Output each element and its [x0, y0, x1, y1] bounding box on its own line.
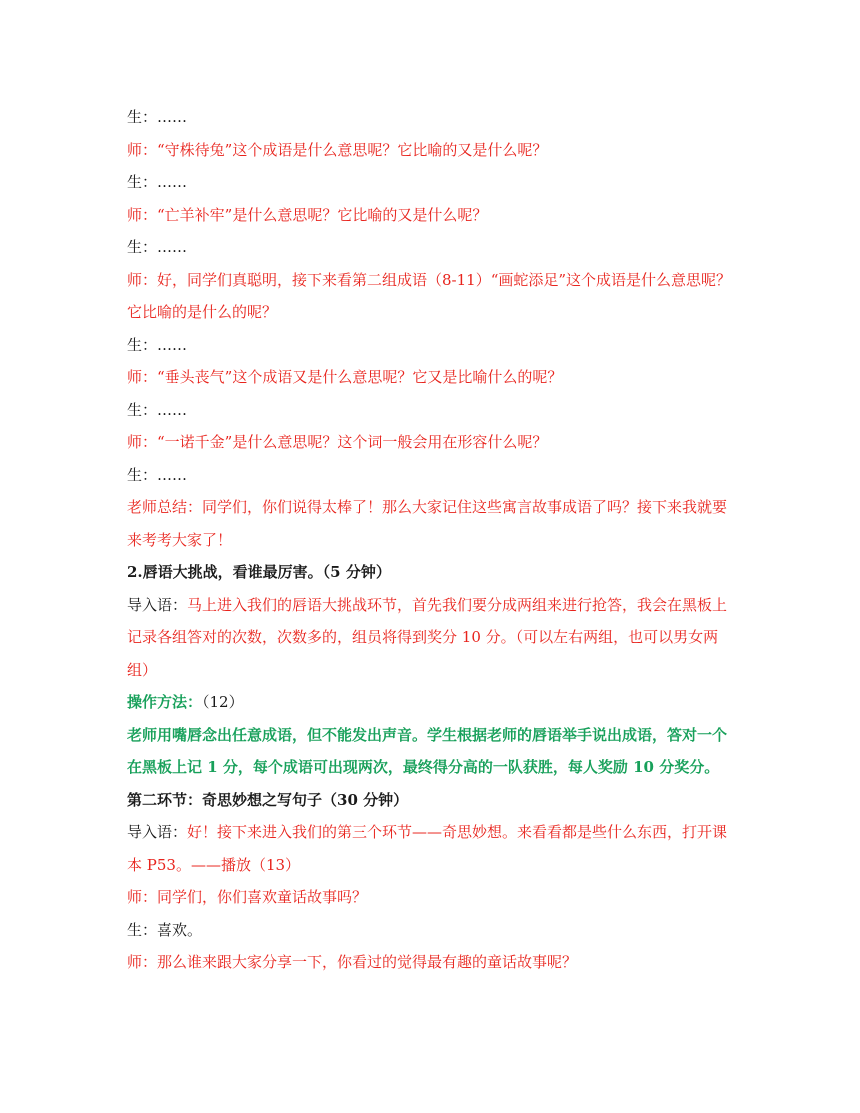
- intro-paragraph: [127, 589, 737, 687]
- dialogue-line: [127, 946, 737, 979]
- intro-label: 导入语：: [127, 595, 188, 614]
- dialogue-text: 那么谁来跟大家分享一下，你看过的觉得最有趣的童话故事呢？: [157, 953, 578, 971]
- intro-text: 马上进入我们的唇语大挑战环节，首先我们要分成两组来进行抢答，我会在黑板上记录各组答对的次数，次数多的，组员将得到奖分 10 分。（可以左右两组，也可以男女两组）: [127, 595, 728, 679]
- dialogue-text: 同学们，你们喜欢童话故事吗？: [157, 888, 368, 906]
- speaker-label: 生：: [127, 238, 158, 256]
- speaker-label: 生：: [127, 173, 158, 191]
- dialogue-line: [127, 264, 737, 329]
- speaker-label: 老师总结：: [127, 498, 203, 516]
- dialogue-line: [127, 914, 737, 947]
- dialogue-line: [127, 101, 737, 134]
- dialogue-text: ……: [157, 108, 188, 126]
- speaker-label: 师：: [127, 888, 158, 906]
- dialogue-text: 同学们，你们说得太棒了！那么大家记住这些寓言故事成语了吗？接下来我就要来考考大家了！: [127, 498, 728, 549]
- intro-label: 导入语：: [127, 823, 188, 841]
- dialogue-text: ……: [157, 238, 188, 256]
- dialogue-text: ……: [157, 173, 188, 191]
- dialogue-line: [127, 426, 737, 459]
- dialogue-text: “一诺千金”是什么意思呢？这个词一般会用在形容什么呢？: [157, 433, 548, 451]
- method-label: 操作方法：: [127, 693, 203, 711]
- method-ref: （12）: [202, 693, 244, 711]
- document-body: [127, 101, 737, 979]
- speaker-label: 师：: [127, 953, 158, 971]
- dialogue-line: [127, 329, 737, 362]
- speaker-label: 师：: [127, 205, 158, 224]
- dialogue-text: “亡羊补牢”是什么意思呢？它比喻的又是什么呢？: [157, 205, 488, 224]
- method-paragraph: 老师用嘴唇念出任意成语，但不能发出声音。学生根据老师的唇语举手说出成语，答对一个在黑板上记 1 分，每个成语可出现两次，最终得分高的一队获胜，每人奖励 10 分奖分。: [127, 725, 728, 776]
- dialogue-line: [127, 361, 737, 394]
- intro-paragraph: [127, 816, 737, 881]
- speaker-label: 师：: [127, 140, 158, 159]
- dialogue-line: [127, 199, 737, 232]
- speaker-label: 师：: [127, 270, 158, 289]
- speaker-label: 生：: [127, 335, 158, 354]
- intro-text: 好！接下来进入我们的第三个环节——奇思妙想。来看看都是些什么东西，打开课本 P53。——播放（13）: [127, 823, 728, 874]
- dialogue-line: [127, 231, 737, 264]
- dialogue-line: [127, 166, 737, 199]
- speaker-label: 师：: [127, 433, 158, 451]
- method-heading: [127, 686, 737, 719]
- dialogue-text: ……: [157, 400, 188, 419]
- speaker-label: 生：: [127, 108, 158, 126]
- dialogue-text: ……: [157, 335, 188, 354]
- speaker-label: 师：: [127, 368, 158, 386]
- dialogue-text: 喜欢。: [157, 920, 203, 939]
- speaker-label: 生：: [127, 465, 158, 484]
- dialogue-line: [127, 881, 737, 914]
- dialogue-text: “垂头丧气”这个成语又是什么意思呢？它又是比喻什么的呢？: [157, 368, 563, 386]
- dialogue-line: [127, 134, 737, 167]
- dialogue-text: “守株待兔”这个成语是什么意思呢？它比喻的又是什么呢？: [157, 140, 548, 159]
- dialogue-line: [127, 459, 737, 492]
- speaker-label: 生：: [127, 920, 158, 939]
- teacher-summary: [127, 491, 737, 556]
- section-heading: 2.唇语大挑战，看谁最厉害。（5 分钟）: [127, 563, 391, 581]
- dialogue-text: 好，同学们真聪明，接下来看第二组成语（8-11）“画蛇添足”这个成语是什么意思呢？它比喻的是什么的呢？: [127, 270, 732, 321]
- dialogue-text: ……: [157, 465, 188, 484]
- speaker-label: 生：: [127, 400, 158, 419]
- dialogue-line: [127, 394, 737, 427]
- section-heading: 第二环节：奇思妙想之写句子（30 分钟）: [127, 790, 409, 809]
